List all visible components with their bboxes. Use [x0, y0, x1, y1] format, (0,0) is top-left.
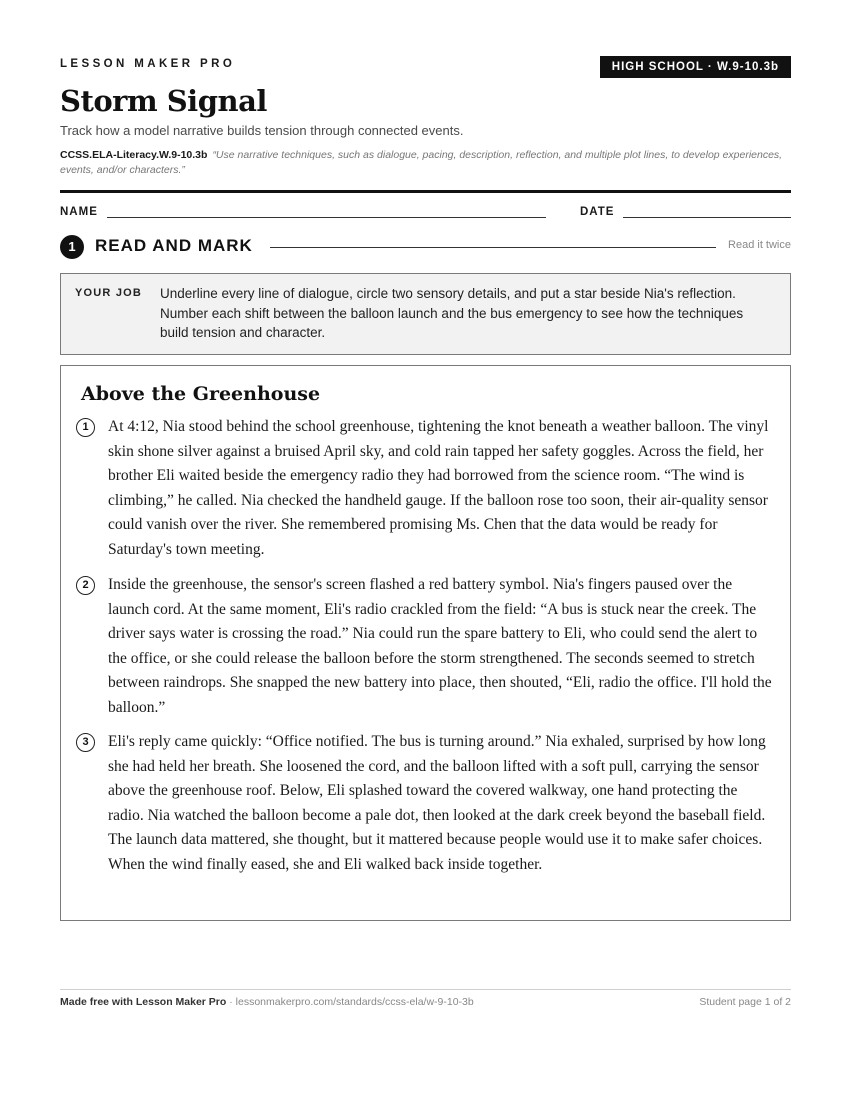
- header-divider: [60, 190, 791, 193]
- name-label: NAME: [60, 206, 98, 218]
- paragraph-number: 2: [76, 576, 95, 595]
- passage-title: Above the Greenhouse: [81, 383, 321, 405]
- brand-name: LESSON MAKER PRO: [60, 58, 236, 70]
- date-field[interactable]: [623, 217, 791, 218]
- date-label: DATE: [580, 206, 615, 218]
- section-note: Read it twice: [728, 239, 791, 251]
- instructions-label: YOUR JOB: [75, 287, 143, 299]
- paragraph-number: 3: [76, 733, 95, 752]
- passage-paragraph: Eli's reply came quickly: “Office notified. The bus is turning around.” Nia exhaled, surprised by how long she had held her breath. She loosened the cord, and the balloon lifted with a soft pull, carrying the sensor above the greenhouse roof. Below, Eli splashed toward the covered walkway, one hand protecting the radio. Nia watched the balloon become a pale dot, then looked at the dark creek beyond the baseball field. The launch data mattered, she thought, but it mattered because people would use it to make safer choices. When the wind finally eased, she and Eli walked back inside together.: [108, 733, 766, 873]
- student-info-row: [60, 206, 791, 222]
- standard-quote: “Use narrative techniques, such as dialogue, pacing, description, reflection, and multiple plot lines, to develop experiences, events, and/or characters.”: [60, 149, 783, 176]
- footer-url[interactable]: · lessonmakerpro.com/standards/ccss-ela/w-9-10-3b: [226, 996, 474, 1008]
- footer-divider: [60, 989, 791, 990]
- passage-paragraph: At 4:12, Nia stood behind the school greenhouse, tightening the knot beneath a weather balloon. The vinyl skin shone silver against a bruised April sky, and cold rain tapped her safety goggles. Across the field, her brother Eli waited beside the emergency radio they had borrowed from the science room. “The wind is climbing,” he called. Nia checked the handheld gauge. If the balloon rose too soon, their air-quality sensor could vanish over the river. She remembered promising Ms. Chen that the data would be ready for Saturday's town meeting.: [108, 418, 769, 558]
- reading-passage: [60, 365, 791, 921]
- passage-paragraph: Inside the greenhouse, the sensor's screen flashed a red battery symbol. Nia's fingers paused over the launch cord. At the same moment, Eli's radio crackled from the field: “A bus is stuck near the creek. The driver says water is crossing the road.” Nia could run the spare battery to Eli, who could send the alert to the office, or she could release the balloon before the storm strengthened. The seconds seemed to stretch between raindrops. She snapped the new battery into place, then shouted, “Eli, radio the office. I'll hold the balloon.”: [108, 576, 772, 716]
- worksheet-subtitle: Track how a model narrative builds tension through connected events.: [60, 123, 464, 138]
- header-bar: [60, 56, 791, 78]
- worksheet-title: Storm Signal: [60, 84, 267, 118]
- section-header: [60, 235, 791, 259]
- section-divider: [270, 247, 716, 248]
- instructions-text: Underline every line of dialogue, circle two sensory details, and put a star beside Nia's reflection. Number each shift between the balloon launch and the bus emergency to see how the techniques build tension and character.: [160, 286, 744, 340]
- paragraph-number: 1: [76, 418, 95, 437]
- name-field[interactable]: [107, 217, 546, 218]
- standard-code: CCSS.ELA-Literacy.W.9-10.3b: [60, 149, 208, 161]
- grade-standard-badge: HIGH SCHOOL · W.9-10.3b: [600, 56, 791, 78]
- section-number-badge: 1: [60, 235, 84, 259]
- instructions-box: [60, 273, 791, 355]
- footer-made-with: Made free with Lesson Maker Pro: [60, 996, 227, 1008]
- footer-credit: [60, 996, 474, 1008]
- page-indicator: Student page 1 of 2: [699, 996, 791, 1008]
- standard-citation: [60, 148, 791, 178]
- section-title: READ AND MARK: [95, 236, 253, 255]
